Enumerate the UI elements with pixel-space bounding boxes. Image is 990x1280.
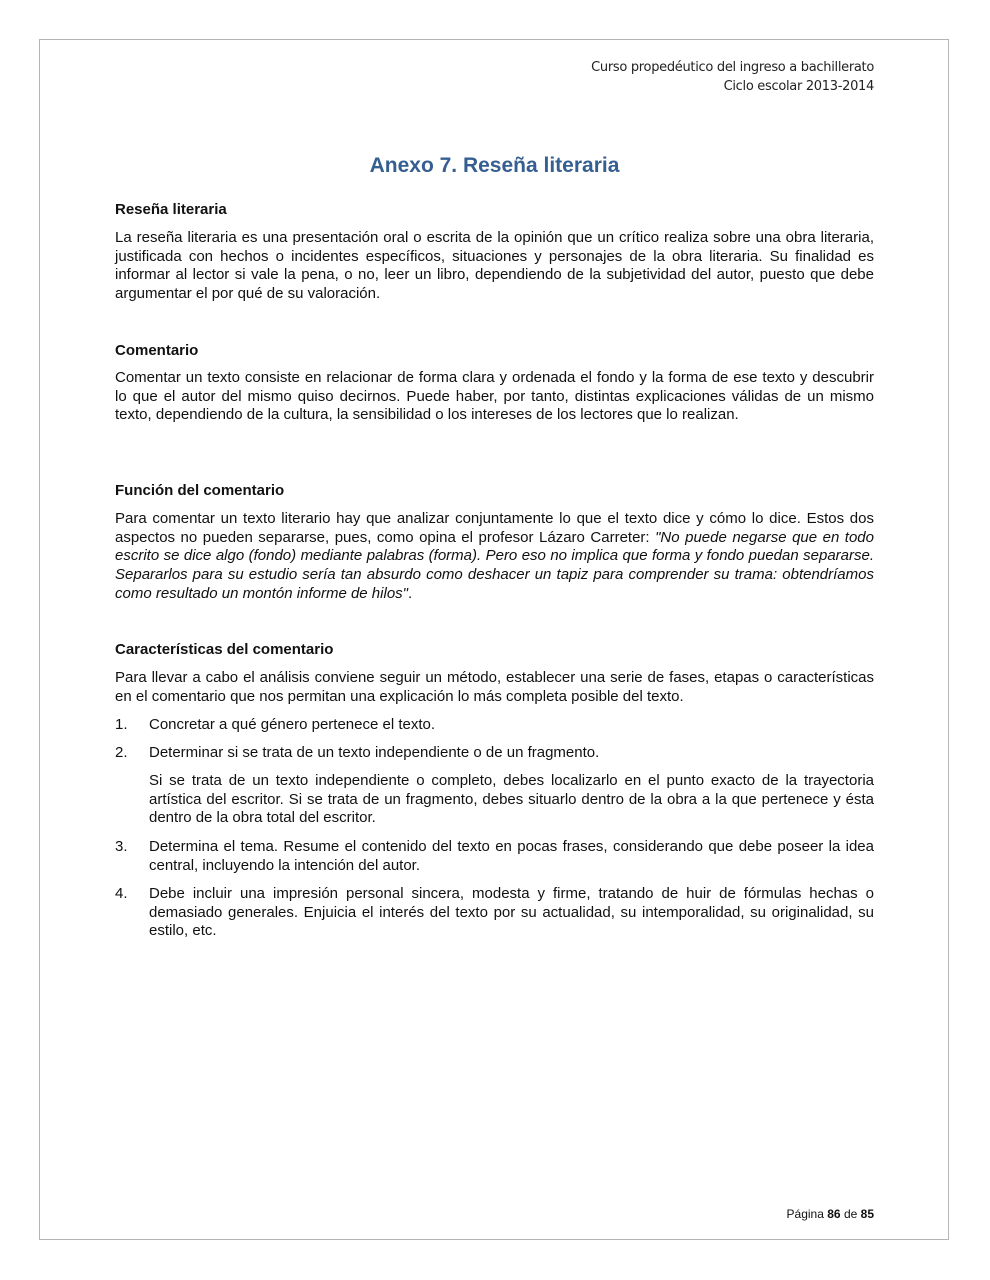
list-item [115, 885, 874, 941]
list-text: Determinar si se trata de un texto independiente o de un fragmento. [149, 744, 600, 761]
list-text: Debe incluir una impresión personal sincera, modesta y firme, tratando de huir de fórmulas hechas o demasiado generales. Enjuicia el interés del texto por su actualidad, su intemporalidad, su originalidad, su estilo, etc. [149, 885, 874, 940]
list-number: 4. [115, 885, 128, 902]
heading-resena: Reseña literaria [115, 201, 227, 218]
header-cycle: Ciclo escolar 2013-2014 [723, 79, 874, 94]
heading-funcion: Función del comentario [115, 482, 285, 499]
page-current: 86 [827, 1207, 841, 1221]
list-text: Concretar a qué género pertenece el texto. [149, 716, 436, 733]
paragraph-caracteristicas: Para llevar a cabo el análisis conviene seguir un método, establecer una serie de fases, etapas o características en el comentario que nos permitan una explicación lo más completa posible del texto. [115, 669, 874, 705]
list-number: 3. [115, 838, 128, 855]
page-of: de [843, 1207, 858, 1221]
page-total: 85 [860, 1207, 874, 1221]
page-label: Página [786, 1207, 824, 1221]
list-item [115, 838, 874, 875]
heading-caracteristicas: Características del comentario [115, 641, 334, 658]
funcion-text: Para comentar un texto literario hay que analizar conjuntamente lo que el texto dice y cómo lo dice. Estos dos aspectos no pueden separarse, pues, como opina el profesor Lázaro Carreter: [115, 510, 874, 546]
heading-comentario: Comentario [115, 342, 199, 359]
list-number: 2. [115, 744, 128, 761]
list-number: 1. [115, 716, 128, 733]
funcion-quote: "No puede negarse que en todo escrito se dice algo (fondo) mediante palabras (forma). Pero eso no implica que forma y fondo puedan separarse. Separarlos para su estudio sería tan absurdo como deshacer un tapiz para comprender su trama: obtendríamos como resultado un montón informe de hilos" [115, 528, 874, 602]
list-item [115, 744, 874, 763]
list-text: Determina el tema. Resume el contenido del texto en pocas frases, considerando que debe poseer la idea central, incluyendo la intención del autor. [149, 838, 874, 874]
page-border [39, 39, 949, 1240]
list-subparagraph: Si se trata de un texto independiente o completo, debes localizarlo en el punto exacto de la trayectoria artística del escritor. Si se trata de un fragmento, debes situarlo dentro de la obra a la que pertenece y ésta dentro de la obra total del escritor. [149, 772, 874, 827]
header-course: Curso propedéutico del ingreso a bachillerato [591, 60, 874, 75]
page-title: Anexo 7. Reseña literaria [369, 154, 620, 177]
paragraph-comentario: Comentar un texto consiste en relacionar de forma clara y ordenada el fondo y la forma de ese texto y descubrir lo que el autor del mismo quiso decirnos. Puede haber, por tanto, distintas explicaciones válidas de un mismo texto, dependiendo de la cultura, la sensibilidad o los intereses de los lectores que lo realizan. [115, 369, 874, 424]
paragraph-resena: La reseña literaria es una presentación oral o escrita de la opinión que un crítico realiza sobre una obra literaria, justificada con hechos o incidentes específicos, situaciones y personajes de la obra literaria. Su finalidad es informar al lector si vale la pena, o no, leer un libro, dependiendo de la subjetividad del autor, puesto que debe argumentar el por qué de su valoración. [115, 229, 874, 303]
funcion-end: . [407, 584, 413, 602]
paragraph-funcion [115, 510, 874, 604]
page-number [787, 1207, 874, 1221]
list-item [115, 716, 874, 735]
